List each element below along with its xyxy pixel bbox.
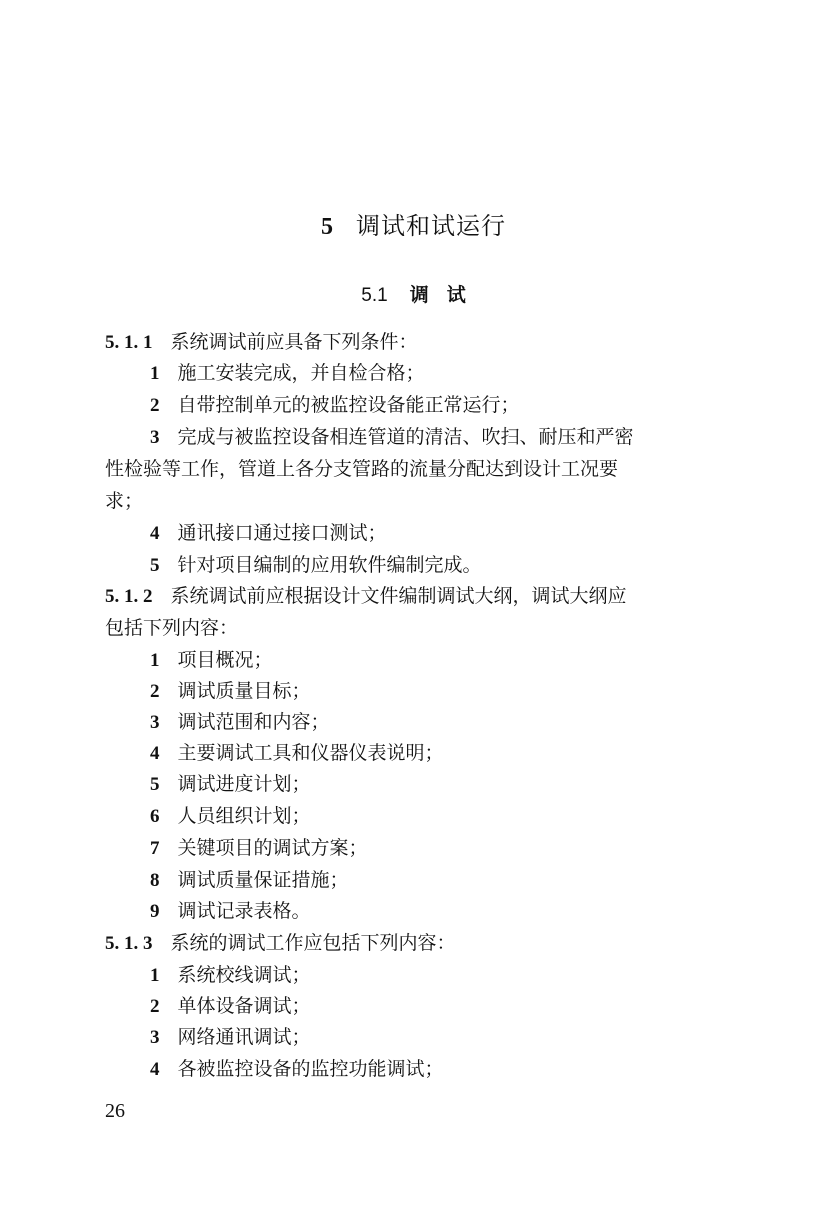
item-continuation: 性检验等工作，管道上各分支管路的流量分配达到设计工况要 [105,458,619,480]
page-number: 26 [105,1100,125,1122]
item-number: 7 [150,838,160,859]
item-number: 1 [150,965,160,986]
chapter-number: 5 [321,214,334,240]
item-number: 3 [150,427,160,448]
chapter-heading [0,206,827,247]
section-title: 调试 [409,284,484,306]
item-number: 5 [150,774,160,795]
item-continuation: 求； [105,490,144,512]
clause-text: 系统调试前应根据设计文件编制调试大纲，调试大纲应 [170,585,627,607]
item-number: 2 [150,395,160,416]
item-number: 3 [150,1027,160,1048]
list-item [150,865,770,896]
list-item [150,358,770,389]
item-text: 调试质量保证措施； [177,869,349,891]
item-text: 调试进度计划； [177,773,311,795]
item-text: 完成与被监控设备相连管道的清洁、吹扫、耐压和严密 [177,426,634,448]
list-item [150,645,770,676]
clause-continuation: 包括下列内容： [105,617,239,639]
item-text: 项目概况； [177,649,273,671]
item-number: 2 [150,996,160,1017]
item-text: 单体设备调试； [177,995,311,1017]
item-number: 4 [150,1059,160,1080]
list-item [150,991,770,1022]
chapter-title: 调试和试运行 [356,212,506,240]
clause-number: 5. 1. 1 [105,332,153,353]
list-item [150,422,770,453]
item-number: 1 [150,650,160,671]
item-number: 3 [150,712,160,733]
item-text: 各被监控设备的监控功能调试； [177,1058,444,1080]
item-text: 调试质量目标； [177,680,311,702]
list-item [150,738,770,769]
item-text: 通讯接口通过接口测试； [177,522,387,544]
list-item [150,896,770,927]
item-number: 8 [150,870,160,891]
item-number: 1 [150,363,160,384]
clause-number: 5. 1. 3 [105,933,153,954]
item-text: 自带控制单元的被监控设备能正常运行； [177,394,520,416]
clause-number: 5. 1. 2 [105,586,153,607]
section-heading [0,280,827,311]
list-item [150,707,770,738]
clause-text: 系统的调试工作应包括下列内容： [170,932,456,954]
item-number: 4 [150,523,160,544]
clause-5-1-1 [105,327,725,358]
list-item [150,550,770,581]
item-text: 关键项目的调试方案； [177,837,368,859]
item-text: 人员组织计划； [177,805,311,827]
item-text: 施工安装完成，并自检合格； [177,362,425,384]
list-item [150,1022,770,1053]
section-number: 5.1 [361,285,388,306]
item-text: 网络通讯调试； [177,1026,311,1048]
item-text: 调试范围和内容； [177,711,330,733]
item-text: 主要调试工具和仪器仪表说明； [177,742,444,764]
item-number: 5 [150,555,160,576]
list-item [150,390,770,421]
item-text: 调试记录表格。 [177,900,311,922]
list-item [150,518,770,549]
item-number: 2 [150,681,160,702]
item-text: 系统校线调试； [177,964,311,986]
list-item [150,833,770,864]
item-number: 9 [150,901,160,922]
list-item [150,676,770,707]
list-item [150,769,770,800]
clause-5-1-2 [105,581,725,612]
item-number: 4 [150,743,160,764]
item-text: 针对项目编制的应用软件编制完成。 [177,554,482,576]
clause-5-1-3 [105,928,725,959]
item-number: 6 [150,806,160,827]
list-item [150,1054,770,1085]
list-item [150,960,770,991]
list-item [150,801,770,832]
clause-text: 系统调试前应具备下列条件： [170,331,418,353]
